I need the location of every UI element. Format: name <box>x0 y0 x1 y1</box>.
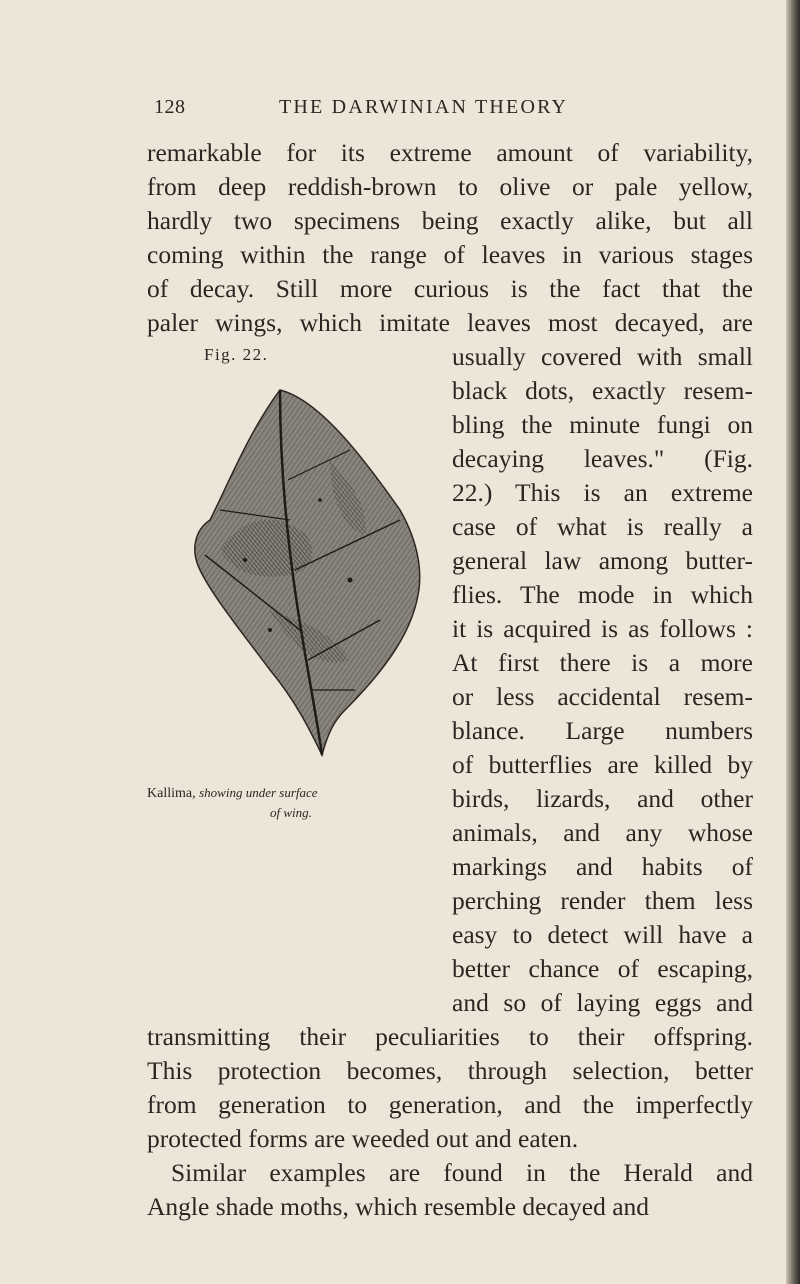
caption-description: showing under surface <box>199 785 318 800</box>
text-line: bling the minute fungi on <box>452 410 753 439</box>
text-line: it is acquired is as follows : <box>452 614 753 643</box>
figure-caption <box>147 785 318 802</box>
text-line: and so of laying eggs and <box>452 988 753 1017</box>
caption-name: Kallima, <box>147 786 196 801</box>
text-line: general law among butter- <box>452 546 753 575</box>
text-line: or less accidental resem- <box>452 682 753 711</box>
text-line: animals, and any whose <box>452 818 753 847</box>
text-line: 22.) This is an extreme <box>452 478 753 507</box>
kallima-wing-illustration <box>150 370 450 770</box>
text-line: decaying leaves." (Fig. <box>452 444 753 473</box>
text-line: remarkable for its extreme amount of variability, <box>147 138 753 167</box>
text-line: better chance of escaping, <box>452 954 753 983</box>
page-number: 128 <box>154 96 186 118</box>
page-edge-shadow <box>786 0 800 1284</box>
running-title: THE DARWINIAN THEORY <box>279 96 569 118</box>
text-line: from deep reddish-brown to olive or pale yellow, <box>147 172 753 201</box>
text-line: Angle shade moths, which resemble decayed and <box>147 1192 650 1221</box>
text-line: coming within the range of leaves in various stages <box>147 240 753 269</box>
text-line: case of what is really a <box>452 512 753 541</box>
text-line: blance. Large numbers <box>452 716 753 745</box>
figure-caption-line2: of wing. <box>270 805 312 820</box>
text-line: of butterflies are killed by <box>452 750 753 779</box>
figure-label: Fig. 22. <box>204 345 269 364</box>
text-line: Similar examples are found in the Herald and <box>171 1158 753 1187</box>
text-line: usually covered with small <box>452 342 753 371</box>
text-line: This protection becomes, through selection, better <box>147 1056 753 1085</box>
text-line: protected forms are weeded out and eaten. <box>147 1124 579 1153</box>
text-line: from generation to generation, and the imperfectly <box>147 1090 753 1119</box>
text-line: black dots, exactly resem- <box>452 376 753 405</box>
text-line: paler wings, which imitate leaves most decayed, are <box>147 308 753 337</box>
text-line: transmitting their peculiarities to their offspring. <box>147 1022 753 1051</box>
text-line: perching render them less <box>452 886 753 915</box>
text-line: hardly two specimens being exactly alike, but all <box>147 206 753 235</box>
text-line: markings and habits of <box>452 852 753 881</box>
text-line: easy to detect will have a <box>452 920 753 949</box>
text-line: flies. The mode in which <box>452 580 753 609</box>
text-line: At first there is a more <box>452 648 753 677</box>
text-line: of decay. Still more curious is the fact that the <box>147 274 753 303</box>
text-line: birds, lizards, and other <box>452 784 753 813</box>
